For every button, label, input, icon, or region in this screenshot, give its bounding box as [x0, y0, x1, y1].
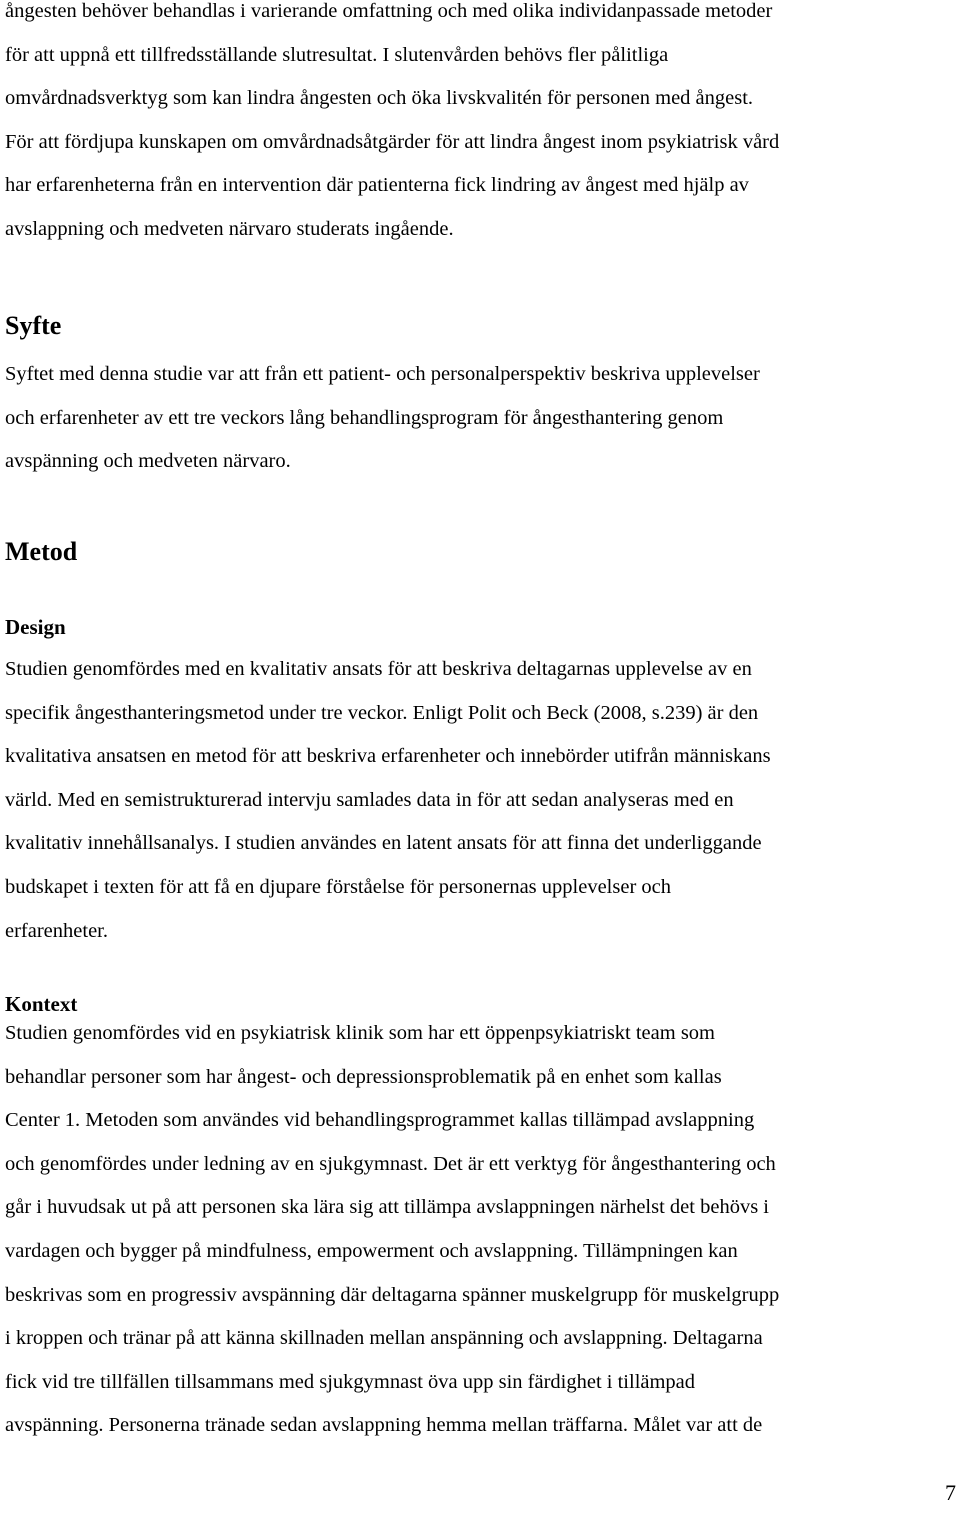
kontext-line: beskrivas som en progressiv avspänning där deltagarna spänner muskelgrupp för muskelgrupp [5, 1283, 780, 1306]
subsection-heading-kontext: Kontext [5, 992, 78, 1016]
design-line: specifik ångesthanteringsmetod under tre veckor. Enligt Polit och Beck (2008, s.239) är den [5, 701, 759, 724]
kontext-line: Center 1. Metoden som användes vid behandlingsprogrammet kallas tillämpad avslappning [5, 1109, 755, 1132]
design-line: kvalitativa ansatsen en metod för att beskriva erfarenheter och innebörder utifrån människans [5, 745, 771, 768]
section-heading-metod: Metod [5, 537, 78, 566]
kontext-line: avspänning. Personerna tränade sedan avslappning hemma mellan träffarna. Målet var att de [5, 1414, 763, 1437]
page-number: 7 [945, 1480, 956, 1505]
syfte-paragraph [5, 353, 760, 484]
syfte-line: Syftet med denna studie var att från ett patient- och personalperspektiv beskriva upplevelser [5, 363, 760, 385]
intro-line: omvårdnadsverktyg som kan lindra ångesten och öka livskvalitén för personen med ångest. [5, 87, 754, 110]
design-line: erfarenheter. [5, 919, 108, 942]
syfte-line: och erfarenheter av ett tre veckors lång behandlingsprogram för ångesthantering genom [5, 406, 724, 429]
design-line: budskapet i texten för att få en djupare förståelse för personernas upplevelser och [5, 875, 671, 898]
intro-line: ångesten behöver behandlas i varierande omfattning och med olika individanpassade metoder [5, 0, 773, 22]
design-line: Studien genomfördes med en kvalitativ ansats för att beskriva deltagarnas upplevelse av en [5, 658, 752, 680]
kontext-line: Studien genomfördes vid en psykiatrisk klinik som har ett öppenpsykiatriskt team som [5, 1022, 716, 1044]
subsection-heading-design: Design [5, 615, 66, 639]
kontext-line: och genomfördes under ledning av en sjukgymnast. Det är ett verktyg för ångesthantering och [5, 1152, 776, 1175]
syfte-line: avspänning och medveten närvaro. [5, 450, 291, 473]
intro-line: för att uppnå ett tillfredsställande slutresultat. I slutenvården behövs fler pålitliga [5, 43, 669, 66]
design-line: värld. Med en semistrukturerad intervju samlades data in för att sedan analyseras med en [5, 788, 734, 811]
section-heading-syfte: Syfte [5, 311, 62, 340]
intro-line: För att fördjupa kunskapen om omvårdnadsåtgärder för att lindra ångest inom psykiatrisk vård [5, 130, 780, 153]
intro-line: har erfarenheterna från en intervention där patienterna fick lindring av ångest med hjälp av [5, 174, 749, 197]
design-paragraph [5, 648, 771, 953]
kontext-paragraph [5, 1012, 779, 1448]
design-line: kvalitativ innehållsanalys. I studien användes en latent ansats för att finna det underliggande [5, 832, 762, 855]
kontext-line: behandlar personer som har ångest- och depressionsproblematik på en enhet som kallas [5, 1065, 722, 1088]
kontext-line: vardagen och bygger på mindfulness, empowerment och avslappning. Tillämpningen kan [5, 1239, 738, 1262]
intro-paragraph [5, 0, 779, 252]
kontext-line: i kroppen och tränar på att känna skillnaden mellan anspänning och avslappning. Deltagarna [5, 1327, 763, 1350]
kontext-line: går i huvudsak ut på att personen ska lära sig att tillämpa avslappningen närhelst det behövs i [5, 1196, 769, 1219]
intro-line: avslappning och medveten närvaro studerats ingående. [5, 217, 454, 240]
kontext-line: fick vid tre tillfällen tillsammans med sjukgymnast öva upp sin färdighet i tillämpad [5, 1370, 696, 1393]
